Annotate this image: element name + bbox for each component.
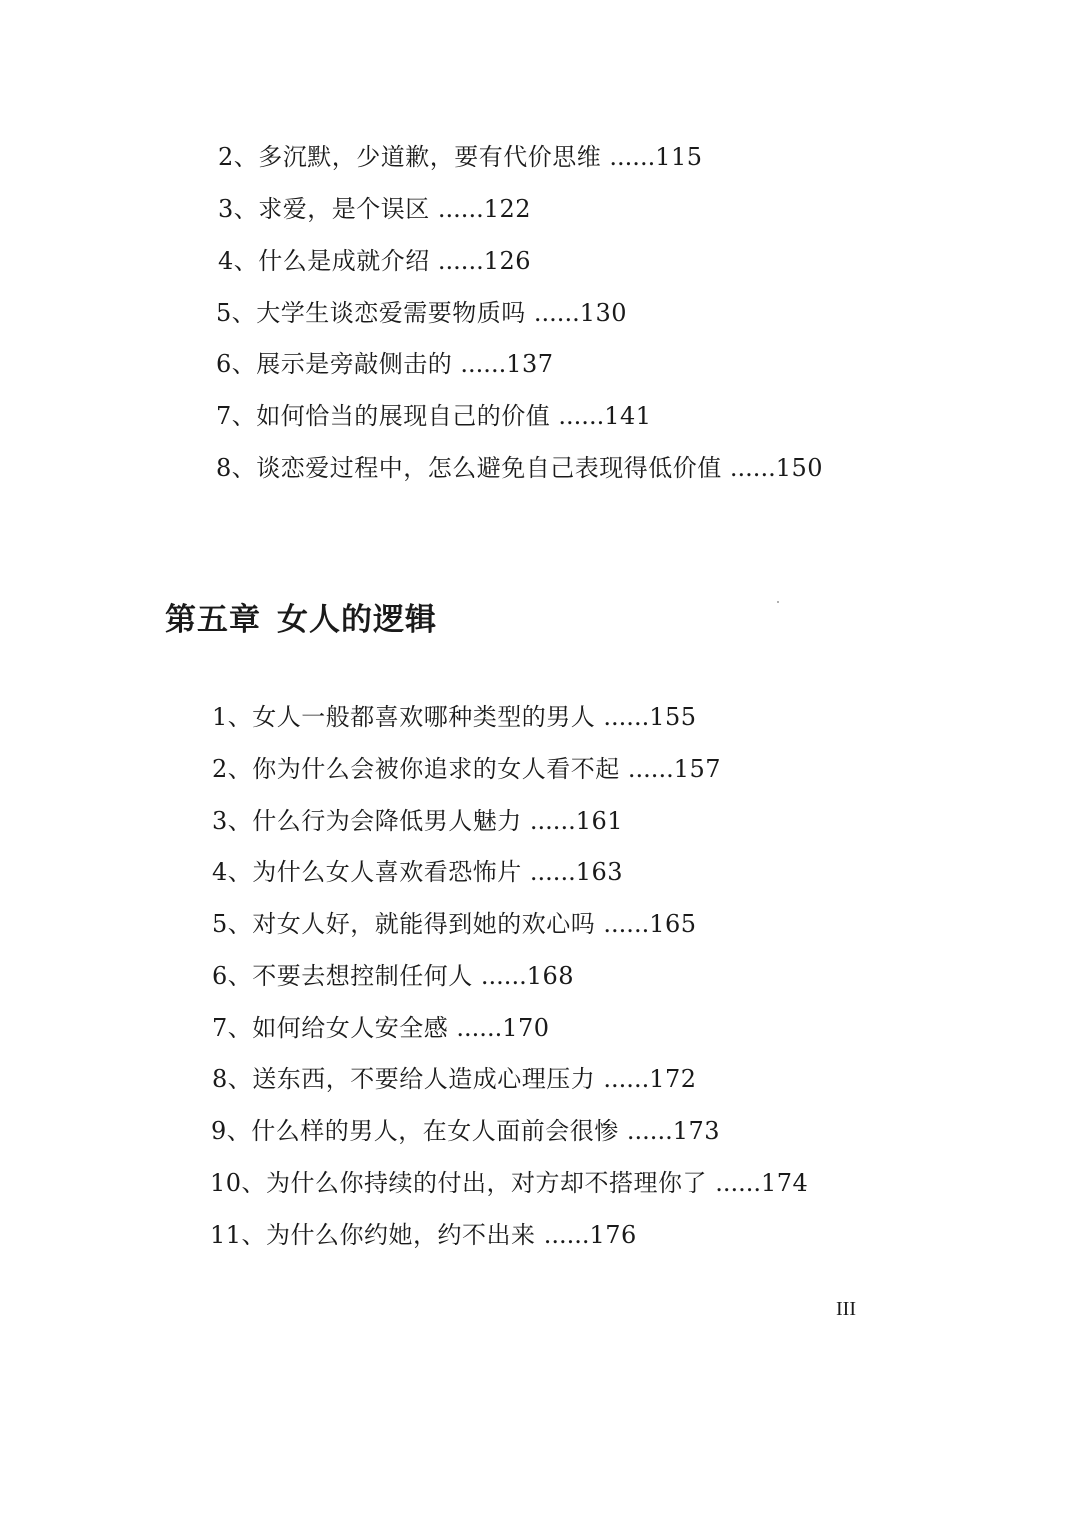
entry-number: 3: [218, 195, 234, 223]
toc-entry: [210, 1167, 808, 1199]
entry-number: 9: [211, 1117, 227, 1145]
entry-title: 为什么你持续的付出，对方却不搭理你了: [266, 1169, 708, 1197]
entry-leader: ......: [627, 755, 674, 783]
entry-title: 你为什么会被你追求的女人看不起: [252, 755, 620, 783]
entry-title: 求爱，是个误区: [258, 195, 430, 223]
chapter-heading: [165, 598, 437, 642]
toc-entry: [216, 400, 652, 432]
entry-number: 5: [212, 910, 228, 938]
page-number: III: [836, 1298, 856, 1320]
entry-title: 谈恋爱过程中，怎么避免自己表现得低价值: [256, 454, 722, 482]
entry-title: 对女人好，就能得到她的欢心吗: [252, 910, 596, 938]
toc-entry: [216, 297, 627, 329]
entry-number: 7: [216, 402, 232, 430]
entry-page-number: 176: [589, 1221, 637, 1249]
entry-number: 1: [212, 703, 228, 731]
entry-page-number: 150: [775, 454, 824, 482]
entry-leader: ......: [437, 195, 484, 223]
entry-page-number: 170: [502, 1014, 550, 1042]
entry-separator: 、: [227, 1065, 253, 1093]
entry-title: 什么行为会降低男人魅力: [252, 807, 522, 835]
entry-title: 什么样的男人，在女人面前会很惨: [251, 1117, 619, 1145]
entry-separator: 、: [227, 807, 253, 835]
entry-leader: ......: [558, 402, 605, 430]
toc-entry: [212, 960, 574, 992]
entry-number: 11: [210, 1221, 242, 1249]
entry-title: 女人一般都喜欢哪种类型的男人: [252, 703, 596, 731]
entry-page-number: 155: [649, 703, 697, 731]
entry-number: 3: [212, 807, 228, 835]
entry-leader: ......: [543, 1221, 590, 1249]
entry-title: 什么是成就介绍: [258, 247, 430, 275]
entry-separator: 、: [231, 402, 257, 430]
entry-number: 10: [210, 1169, 242, 1197]
entry-number: 4: [218, 247, 234, 275]
entry-separator: 、: [231, 454, 257, 482]
entry-separator: 、: [227, 962, 253, 990]
entry-page-number: 130: [579, 299, 628, 327]
entry-title: 为什么女人喜欢看恐怖片: [252, 858, 522, 886]
entry-page-number: 115: [655, 143, 703, 171]
entry-separator: 、: [227, 703, 253, 731]
entry-separator: 、: [241, 1221, 267, 1249]
entry-separator: 、: [227, 858, 253, 886]
entry-title: 多沉默，少道歉，要有代价思维: [258, 143, 602, 171]
entry-separator: 、: [233, 195, 259, 223]
toc-entry: [218, 245, 531, 277]
toc-entry: [212, 701, 697, 733]
entry-page-number: 165: [649, 910, 697, 938]
toc-entry: [216, 452, 823, 484]
entry-number: 2: [218, 143, 234, 171]
entry-separator: 、: [233, 143, 259, 171]
entry-separator: 、: [231, 350, 257, 378]
entry-leader: ......: [603, 1065, 650, 1093]
entry-separator: 、: [226, 1117, 252, 1145]
toc-entry: [218, 193, 531, 225]
toc-entry: [212, 856, 623, 888]
entry-page-number: 126: [483, 247, 532, 275]
chapter-title: 女人的逻辑: [277, 602, 437, 638]
entry-separator: 、: [227, 910, 253, 938]
toc-entry: [218, 141, 703, 173]
entry-page-number: 172: [649, 1065, 697, 1093]
entry-number: 6: [212, 962, 228, 990]
entry-leader: ......: [480, 962, 527, 990]
entry-leader: ......: [609, 143, 656, 171]
entry-separator: 、: [231, 299, 257, 327]
entry-title: 如何恰当的展现自己的价值: [256, 402, 551, 430]
entry-separator: 、: [227, 1014, 253, 1042]
entry-leader: ......: [729, 454, 776, 482]
entry-number: 8: [216, 454, 232, 482]
entry-number: 2: [212, 755, 228, 783]
toc-entry: [212, 1012, 550, 1044]
entry-title: 送东西，不要给人造成心理压力: [252, 1065, 596, 1093]
entry-title: 展示是旁敲侧击的: [256, 350, 453, 378]
entry-title: 不要去想控制任何人: [252, 962, 473, 990]
toc-entry: [212, 908, 697, 940]
scan-speck: [777, 601, 779, 603]
entry-page-number: 161: [575, 807, 624, 835]
entry-page-number: 174: [760, 1169, 809, 1197]
entry-page-number: 141: [604, 402, 652, 430]
entry-leader: ......: [529, 807, 576, 835]
entry-leader: ......: [715, 1169, 761, 1197]
entry-leader: ......: [603, 910, 650, 938]
toc-entry: [210, 1219, 637, 1251]
entry-leader: ......: [626, 1117, 673, 1145]
toc-entry: [211, 1115, 720, 1147]
entry-title: 如何给女人安全感: [252, 1014, 449, 1042]
toc-entry: [212, 753, 721, 785]
entry-page-number: 173: [672, 1117, 721, 1145]
entry-page-number: 122: [483, 195, 532, 223]
toc-entry: [212, 805, 623, 837]
entry-leader: ......: [529, 858, 576, 886]
entry-page-number: 163: [575, 858, 624, 886]
entry-leader: ......: [533, 299, 580, 327]
entry-leader: ......: [437, 247, 484, 275]
entry-page-number: 168: [526, 962, 575, 990]
entry-leader: ......: [460, 350, 507, 378]
entry-title: 大学生谈恋爱需要物质吗: [256, 299, 526, 327]
entry-separator: 、: [233, 247, 259, 275]
entry-number: 6: [216, 350, 232, 378]
entry-title: 为什么你约她，约不出来: [266, 1221, 536, 1249]
entry-number: 5: [216, 299, 232, 327]
toc-entry: [216, 348, 554, 380]
entry-page-number: 157: [673, 755, 722, 783]
entry-number: 4: [212, 858, 228, 886]
chapter-label: 第五章: [165, 602, 261, 638]
toc-entry: [212, 1063, 697, 1095]
entry-number: 8: [212, 1065, 228, 1093]
entry-separator: 、: [227, 755, 253, 783]
entry-leader: ......: [456, 1014, 503, 1042]
entry-leader: ......: [603, 703, 650, 731]
entry-separator: 、: [241, 1169, 267, 1197]
entry-page-number: 137: [506, 350, 554, 378]
entry-number: 7: [212, 1014, 228, 1042]
